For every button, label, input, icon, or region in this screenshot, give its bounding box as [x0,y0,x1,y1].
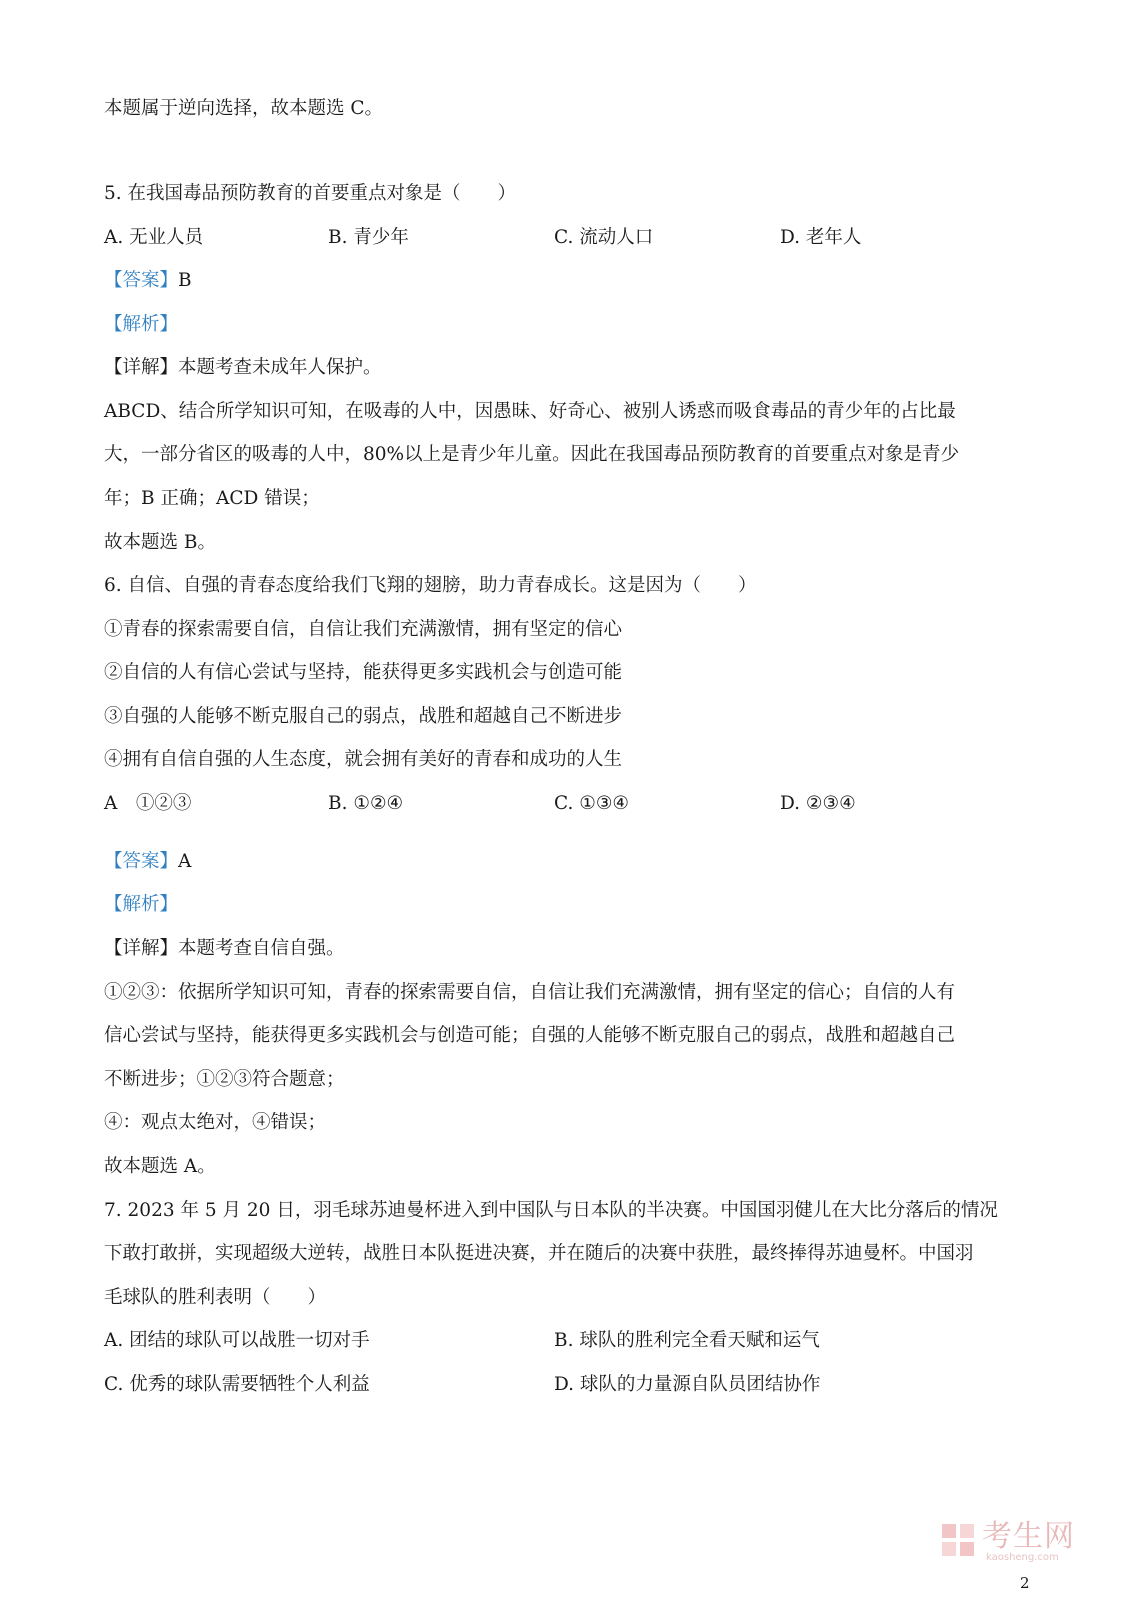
q6-para-2: 信心尝试与坚持，能获得更多实践机会与创造可能；自强的人能够不断克服自己的弱点，战胜和超越自己 [104,1025,956,1046]
watermark-subtext: kaosheng.com [986,1552,1059,1563]
q7-stem-line-1: 7. 2023 年 5 月 20 日，羽毛球苏迪曼杯进入到中国队与日本队的半决赛。中国国羽健儿在大比分落后的情况 [104,1200,998,1221]
q7-stem-line-3: 毛球队的胜利表明（ ） [104,1287,327,1308]
q5-para-2: 大，一部分省区的吸毒的人中，80%以上是青少年儿童。因此在我国毒品预防教育的首要重点对象是青少 [104,444,960,465]
watermark-text: 考生网 [982,1519,1075,1554]
q6-answer [104,849,191,875]
q6-para-5: 故本题选 A。 [104,1156,216,1177]
q6-para-3: 不断进步；①②③符合题意； [104,1069,345,1090]
page-number: 2 [1020,1574,1030,1592]
q6-detail [104,936,345,962]
q6-statement-4: ④拥有自信自强的人生态度，就会拥有美好的青春和成功的人生 [104,749,623,770]
q5-option-a: A. 无业人员 [104,227,204,248]
q7-option-c: C. 优秀的球队需要牺牲个人利益 [104,1374,370,1395]
answer-value: A [178,851,192,872]
q6-stem: 6. 自信、自强的青春态度给我们飞翔的翅膀，助力青春成长。这是因为（ ） [104,575,757,596]
q5-stem: 5. 在我国毒品预防教育的首要重点对象是（ ） [104,183,517,204]
q7-option-b: B. 球队的胜利完全看天赋和运气 [554,1330,820,1351]
q5-para-4: 故本题选 B。 [104,532,216,553]
line-reverse-choice: 本题属于逆向选择，故本题选 C。 [104,98,384,119]
q5-option-d: D. 老年人 [780,227,862,248]
q6-statement-2: ②自信的人有信心尝试与坚持，能获得更多实践机会与创造可能 [104,662,623,683]
detail-tag: 【详解】 [104,357,179,378]
q6-para-1: ①②③：依据所学知识可知，青春的探索需要自信，自信让我们充满激情，拥有坚定的信心；自信的人有 [104,982,956,1003]
q6-option-c: C. ①③④ [554,793,630,814]
q6-option-d: D. ②③④ [780,793,856,814]
q6-option-b: B. ①②④ [328,793,404,814]
q5-option-b: B. 青少年 [328,227,409,248]
detail-tag: 【详解】 [104,938,179,959]
detail-text: 本题考查未成年人保护。 [178,357,382,378]
answer-value: B [178,270,192,291]
answer-tag: 【答案】 [104,270,179,291]
q6-analysis-tag: 【解析】 [104,894,179,915]
q5-analysis-tag: 【解析】 [104,314,179,335]
q6-para-4: ④：观点太绝对，④错误； [104,1112,327,1133]
q5-detail [104,355,382,381]
kaosheng-watermark [940,1520,1090,1564]
q7-option-d: D. 球队的力量源自队员团结协作 [554,1374,821,1395]
q7-option-a: A. 团结的球队可以战胜一切对手 [104,1330,370,1351]
answer-tag: 【答案】 [104,851,179,872]
q6-statement-1: ①青春的探索需要自信，自信让我们充满激情，拥有坚定的信心 [104,619,623,640]
q7-stem-line-2: 下敢打敢拼，实现超级大逆转，战胜日本队挺进决赛，并在随后的决赛中获胜，最终捧得苏迪曼杯。中国羽 [104,1243,974,1264]
q5-para-3: 年；B 正确；ACD 错误； [104,488,320,509]
detail-text: 本题考查自信自强。 [178,938,345,959]
kaosheng-logo-icon [940,1522,976,1558]
q5-option-c: C. 流动人口 [554,227,654,248]
q6-statement-3: ③自强的人能够不断克服自己的弱点，战胜和超越自己不断进步 [104,706,623,727]
q6-option-a: A ①②③ [104,793,192,814]
q5-para-1: ABCD、结合所学知识可知，在吸毒的人中，因愚昧、好奇心、被别人诱惑而吸食毒品的青少年的占比最 [104,401,956,422]
q5-answer [104,268,192,294]
